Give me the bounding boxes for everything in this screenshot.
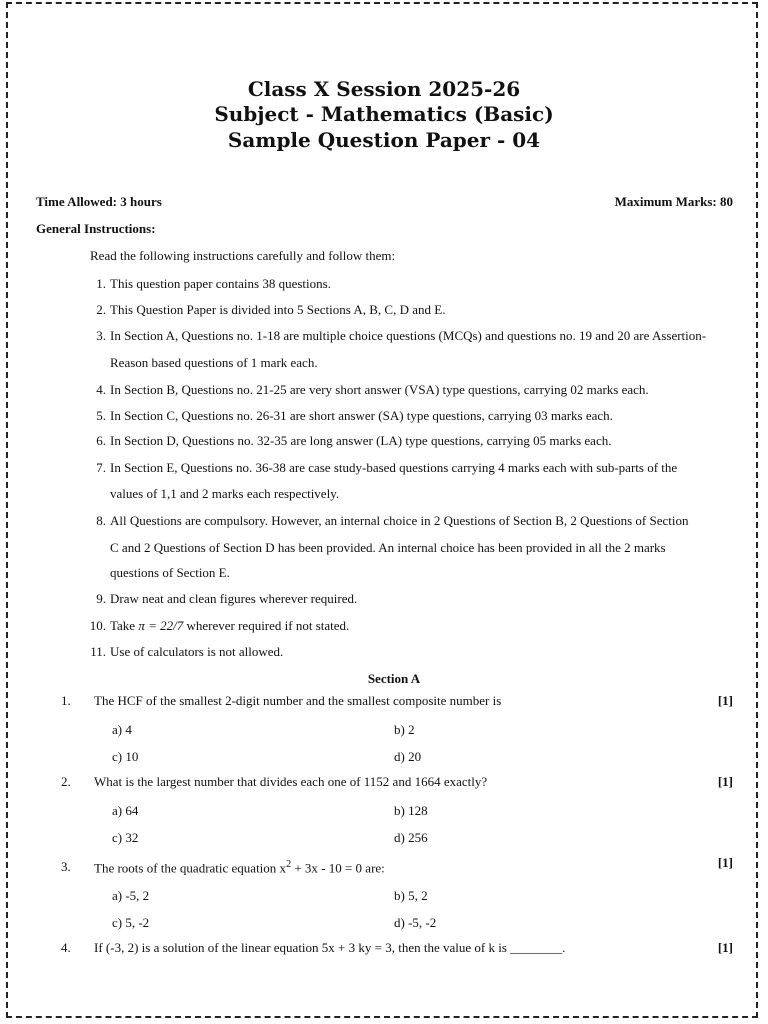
instruction-item: 2. This Question Paper is divided into 5 Sections A, B, C, D and E. [96, 302, 446, 317]
question-row [0, 693, 768, 713]
option-a: a) -5, 2 [112, 888, 150, 903]
option-a: a) 4 [112, 722, 132, 737]
instruction-item: 5. In Section C, Questions no. 26-31 are short answer (SA) type questions, carrying 03 marks each. [96, 408, 613, 423]
instruction-item: 1. This question paper contains 38 questions. [96, 276, 331, 291]
instruction-item: 8. All Questions are compulsory. However, an internal choice in 2 Questions of Section B, 2 Questions of Section [96, 513, 689, 528]
instruction-item: 3. In Section A, Questions no. 1-18 are multiple choice questions (MCQs) and questions no. 19 and 20 are Assertion- [96, 328, 707, 343]
question-text: The HCF of the smallest 2-digit number and the smallest composite number is [94, 693, 502, 708]
question-number: 4. [61, 940, 71, 955]
general-instructions-heading: General Instructions: [36, 221, 156, 236]
question-marks: [1] [717, 855, 733, 870]
question-text: If (-3, 2) is a solution of the linear equation 5x + 3 ky = 3, then the value of k is ________. [94, 940, 566, 955]
maximum-marks: Maximum Marks: 80 [614, 194, 733, 209]
instruction-item: 7. In Section E, Questions no. 36-38 are case study-based questions carrying 4 marks each with sub-parts of the [96, 460, 678, 475]
instruction-item-continued: questions of Section E. [110, 565, 230, 580]
option-a: a) 64 [112, 803, 139, 818]
instruction-item: 4. In Section B, Questions no. 21-25 are very short answer (VSA) type questions, carrying 02 marks each. [96, 382, 649, 397]
question-marks: [1] [717, 940, 733, 955]
question-text: The roots of the quadratic equation $x^2 + 3x - 10 = 0$ are: [94, 859, 385, 876]
instruction-item-continued: values of 1,1 and 2 marks each respectively. [110, 486, 340, 501]
option-d: d) 256 [394, 830, 428, 845]
option-b: b) 128 [394, 803, 428, 818]
question-marks: [1] [717, 693, 733, 708]
option-d: d) -5, -2 [394, 915, 437, 930]
option-b: b) 5, 2 [394, 888, 428, 903]
option-d: d) 20 [394, 749, 422, 764]
option-c: c) 10 [112, 749, 139, 764]
question-row [0, 855, 768, 877]
question-marks: [1] [717, 774, 733, 789]
question-row [0, 774, 768, 794]
paper-title-class: Class X Session 2025-26 [247, 77, 521, 101]
instruction-item: 11. Use of calculators is not allowed. [90, 644, 284, 659]
option-c: c) 5, -2 [112, 915, 150, 930]
instructions-intro: Read the following instructions carefully and follow them: [90, 248, 396, 263]
instruction-item-continued: Reason based questions of 1 mark each. [110, 355, 318, 370]
paper-title-sample: Sample Question Paper - 04 [227, 128, 541, 152]
option-b: b) 2 [394, 722, 415, 737]
section-a-heading: Section A [367, 671, 421, 686]
instruction-item: 6. In Section D, Questions no. 32-35 are long answer (LA) type questions, carrying 05 marks each. [96, 433, 612, 448]
instruction-item: 10. Take π = 22/7 wherever required if not stated. [89, 618, 350, 633]
question-number: 1. [61, 693, 71, 708]
paper-title-subject: Subject - Mathematics (Basic) [214, 102, 554, 126]
question-row [0, 940, 768, 960]
question-number: 2. [61, 774, 71, 789]
time-allowed: Time Allowed: 3 hours [36, 194, 162, 209]
instruction-item: 9. Draw neat and clean figures wherever required. [96, 591, 358, 606]
question-number: 3. [61, 859, 71, 874]
instruction-item-continued: C and 2 Questions of Section D has been provided. An internal choice has been provided in all the 2 marks [110, 540, 666, 555]
question-text: What is the largest number that divides each one of 1152 and 1664 exactly? [94, 774, 488, 789]
pi-value-math: π = 22/7 [138, 618, 184, 633]
option-c: c) 32 [112, 830, 139, 845]
